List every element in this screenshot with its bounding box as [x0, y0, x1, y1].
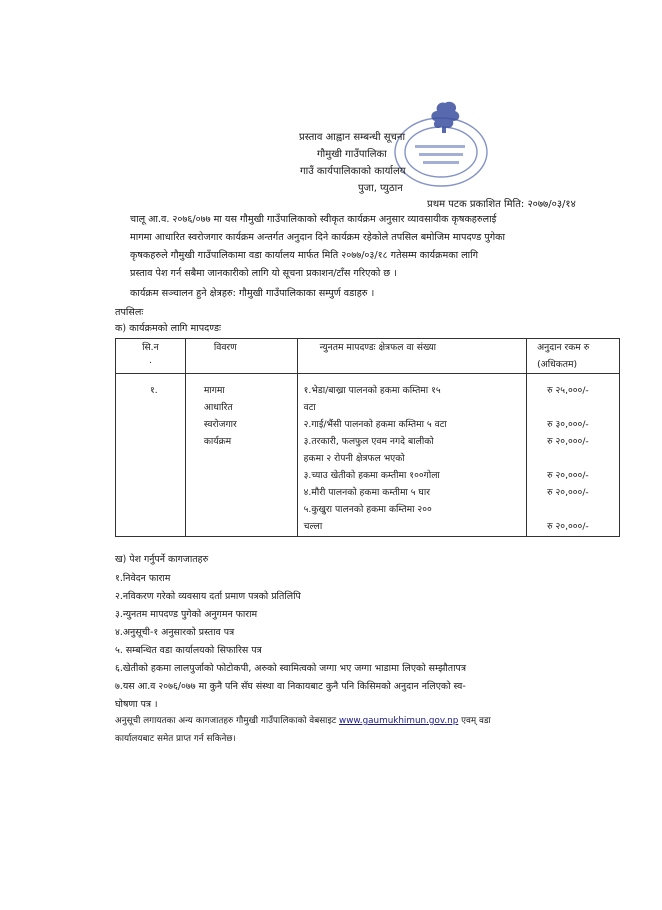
criteria-line: ५.कुखुरा पालनको हकमा कम्तिमा २०० [303, 504, 432, 515]
amount-value: रु २५,०००/- [547, 385, 589, 396]
cell-description [185, 374, 297, 537]
criteria-line: २.गाई/भैंसी पालनको हकमा कम्तिमा ५ वटा [303, 419, 447, 430]
intro-line-3: कृषकहरुले गौमुखी गाउँपालिकामा वडा कार्यालय मार्फत मिति २०७७/०३/१८ गतेसम्म कार्यक्रमका लागि [130, 250, 478, 261]
amount-value: रु ३०,०००/- [547, 419, 589, 430]
amount-value: रु २०,०००/- [547, 436, 589, 447]
amount-value: रु २०,०००/- [547, 487, 589, 498]
col-header-grant-amount [527, 339, 620, 374]
criteria-line: ३.तरकारी, फलफुल एवम नगदे बालीको [303, 436, 434, 447]
footer-text-end: एवम् वडा [458, 716, 491, 726]
intro-line-4: प्रस्ताव पेश गर्न सबैमा जानकारीको लागि यो सूचना प्रकाशन/टाँस गरिएको छ । [130, 268, 397, 279]
intro-line-2: मागमा आधारित स्वरोजगार कार्यक्रम अन्तर्गत अनुदान दिने कार्यक्रम रहेकोले तपसिल बमोजिम मापदण्ड पुगेका [130, 232, 506, 243]
document-item: ७.यस आ.व २०७६/०७७ मा कुनै पनि सँघ संस्था वा निकायबाट कुनै पनि किसिमको अनुदान नलिएको स्व- [115, 681, 466, 692]
table-header-row [116, 339, 620, 374]
cell-sn [116, 374, 186, 537]
criteria-line: ४.मौरी पालनको हकमा कम्तीमा ५ घार [303, 487, 430, 498]
col-header-amount-line1: अनुदान रकम रु [537, 342, 590, 353]
document-item: २.नविकरण गरेको व्यवसाय दर्ता प्रमाण पत्रको प्रतिलिपि [115, 591, 301, 602]
document-item: ६.खेतीको हकमा लालपुर्जाको फोटोकपी, अरुको स्वामित्वको जग्गा भए जग्गा भाडामा लिएको सम्झौतापत्र [115, 663, 467, 674]
criteria-table [115, 338, 620, 537]
desc-line: मागमा [203, 385, 225, 396]
criteria-line: हकमा २ रोपनी क्षेत्रफल भएको [303, 453, 405, 464]
col-header-description: विवरण [185, 339, 297, 374]
document-item: घोषणा पत्र । [115, 699, 158, 710]
cell-amount [527, 374, 620, 537]
amount-value: रु २०,०००/- [547, 470, 589, 481]
publication-date: प्रथम पटक प्रकाशित मिति: २०७७/०३/१४ [427, 199, 576, 210]
website-link[interactable]: www.gaumukhimun.gov.np [339, 716, 459, 726]
table-row [116, 374, 620, 537]
col-header-sn-dot: . [148, 355, 152, 366]
section-b-title: ख) पेश गर्नुपर्ने कागजातहरु [115, 554, 209, 565]
tapsil-label: तपसिलः [115, 307, 144, 318]
row-sn: १. [150, 385, 158, 396]
col-header-sn [116, 339, 186, 374]
desc-line: आधारित [203, 402, 233, 413]
document-item: ५. सम्बन्धित वडा कार्यालयको सिफारिस पत्र [115, 645, 262, 656]
criteria-line: चल्ला [303, 521, 323, 532]
amount-value: रु २०,०००/- [547, 521, 589, 532]
criteria-line: वटा [303, 402, 316, 413]
desc-line: स्वरोजगार [203, 419, 237, 430]
criteria-line: ३.च्याउ खेतीको हकमा कम्तीमा १००गोला [303, 470, 440, 481]
document-item: ४.अनुसूची-१ अनुसारको प्रस्ताव पत्र [115, 627, 235, 638]
desc-line: कार्यक्रम [203, 436, 232, 447]
document-item: १.निवेदन फाराम [115, 573, 171, 584]
municipality-name: गौमुखी गाउँपालिका [317, 149, 387, 160]
office-address: पुजा, प्युठान [358, 183, 403, 194]
document-item: ३.न्युनतम मापदण्ड पुगेको अनुगमन फाराम [115, 609, 258, 620]
intro-line-1: चालू आ.व. २०७६/०७७ मा यस गौमुखी गाउँपालिकाको स्वीकृत कार्यक्रम अनुसार व्यावसायीक कृषकहरुलाई [130, 214, 497, 225]
col-header-minimum-criteria: न्युनतम मापदण्डः क्षेत्रफल वा संख्या [297, 339, 526, 374]
col-header-amount-line2: (अधिकतम) [537, 359, 578, 370]
footer-text: अनुसूची लगायतका अन्य कागजातहरु गौमुखी गाउँपालिकाको वेबसाइट [115, 716, 339, 726]
footer-note [115, 713, 491, 730]
footer-note-line-2: कार्यालयबाट समेत प्राप्त गर्न सकिनेछ। [115, 734, 236, 744]
cell-criteria [297, 374, 526, 537]
criteria-line: १.भेडा/बाख्रा पालनको हकमा कम्तिमा १५ [303, 385, 441, 396]
office-name: गाउँ कार्यपालिकाको कार्यालय [300, 166, 406, 177]
section-a-title: क) कार्यक्रमको लागि मापदण्डः [115, 323, 221, 334]
col-header-sn-text: सि.न [142, 342, 159, 353]
program-area: कार्यक्रम सञ्चालन हुने क्षेत्रहरु: गौमुखी गाउँपालिकाका सम्पुर्ण वडाहरु । [130, 288, 375, 299]
notice-title: प्रस्ताव आह्वान सम्बन्धी सूचना [299, 132, 406, 143]
